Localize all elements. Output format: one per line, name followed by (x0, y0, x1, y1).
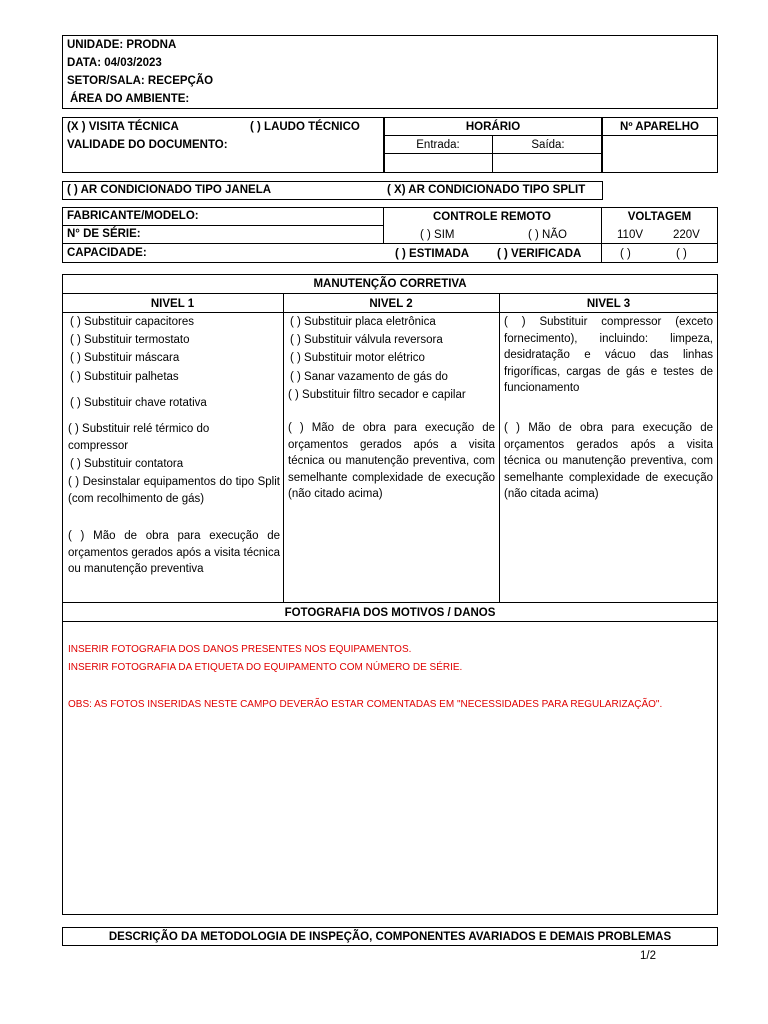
unidade-label: UNIDADE: PRODNA (67, 39, 177, 51)
nivel-1-header: NIVEL 1 (150, 298, 195, 310)
fabricante-label: FABRICANTE/MODELO: (67, 210, 199, 222)
n2-item-vazamento-gas[interactable]: ( ) Sanar vazamento de gás do (290, 371, 448, 383)
n2-item-motor-eletrico[interactable]: ( ) Substituir motor elétrico (290, 352, 425, 364)
n1-item-termostato[interactable]: ( ) Substituir termostato (70, 334, 190, 346)
data-label: DATA: 04/03/2023 (67, 57, 162, 69)
n3-item-mao-de-obra[interactable]: ( ) Mão de obra para execução de orçamentos gerados após a visita técnica ou manutenção preventiva, com semelhante complexidade de execução (não citada acima) (504, 422, 713, 500)
equip-divider-2 (62, 243, 718, 244)
n1-item-mao-de-obra[interactable]: ( ) Mão de obra para execução de orçamentos gerados após a visita técnica ou manutenção preventiva (68, 530, 280, 575)
capacidade-label: CAPACIDADE: (67, 247, 147, 259)
laudo-tecnico-check[interactable]: ( ) LAUDO TÉCNICO (250, 121, 360, 133)
area-label: ÁREA DO AMBIENTE: (70, 93, 190, 105)
visita-tecnica-check[interactable]: (X ) VISITA TÉCNICA (67, 121, 179, 133)
aparelho-divider (601, 135, 718, 136)
n2-item-valvula-reversora[interactable]: ( ) Substituir válvula reversora (290, 334, 443, 346)
estimada-check[interactable]: ( ) ESTIMADA (395, 248, 470, 260)
controle-remoto-label: CONTROLE REMOTO (433, 211, 551, 223)
voltagem-label: VOLTAGEM (627, 211, 692, 223)
horario-label: HORÁRIO (465, 121, 521, 133)
n1-item-mascara[interactable]: ( ) Substituir máscara (70, 352, 180, 364)
controle-sim-check[interactable]: ( ) SIM (420, 229, 455, 241)
n1-item-desinstalar-split[interactable]: ( ) Desinstalar equipamentos do tipo Split (com recolhimento de gás) (68, 476, 280, 505)
entrada-label: Entrada: (416, 139, 460, 151)
controle-nao-check[interactable]: ( ) NÃO (528, 229, 567, 241)
serie-label: N° DE SÉRIE: (67, 228, 141, 240)
n1-item-palhetas[interactable]: ( ) Substituir palhetas (70, 371, 179, 383)
aparelho-label: Nº APARELHO (620, 121, 699, 133)
voltagem-110-label: 110V (617, 229, 644, 241)
manutencao-title: MANUTENÇÃO CORRETIVA (313, 278, 467, 290)
n1-item-capacitores[interactable]: ( ) Substituir capacitores (70, 316, 194, 328)
n2-item-filtro-secador[interactable]: ( ) Substituir filtro secador e capilar (288, 389, 466, 401)
foto-area[interactable] (64, 623, 716, 913)
validade-label: VALIDADE DO DOCUMENTO: (67, 139, 228, 151)
tipo-janela-check[interactable]: ( ) AR CONDICIONADO TIPO JANELA (67, 184, 272, 196)
nivel-3-header: NIVEL 3 (586, 298, 631, 310)
voltagem-220-label: 220V (673, 229, 700, 241)
manut-col-divider-1 (283, 293, 284, 603)
foto-top-divider (62, 602, 718, 603)
n3-item-substituir-compressor[interactable]: ( ) Substituir compressor (exceto fornecimento), incluindo: limpeza, desidratação e vácuo das linhas frigoríficas, cargas de gás e testes de funcionamento (504, 316, 713, 394)
n1-item-chave-rotativa[interactable]: ( ) Substituir chave rotativa (70, 397, 207, 409)
n1-item-contatora[interactable]: ( ) Substituir contatora (70, 458, 184, 470)
foto-title: FOTOGRAFIA DOS MOTIVOS / DANOS (284, 607, 496, 619)
n2-item-mao-de-obra[interactable]: ( ) Mão de obra para execução de orçamentos gerados após a visita técnica ou manutenção preventiva, com semelhante complexidade de execução (não citado acima) (288, 422, 495, 500)
manut-title-divider (62, 293, 718, 294)
setor-label: SETOR/SALA: RECEPÇÃO (67, 75, 214, 87)
verificada-check[interactable]: ( ) VERIFICADA (497, 248, 582, 260)
foto-obs: OBS: AS FOTOS INSERIDAS NESTE CAMPO DEVERÃO ESTAR COMENTADAS EM "NECESSIDADES PARA REGULARIZAÇÃO". (68, 699, 663, 710)
n2-item-placa-eletronica[interactable]: ( ) Substituir placa eletrônica (290, 316, 436, 328)
descricao-title: DESCRIÇÃO DA METODOLOGIA DE INSPEÇÃO, COMPONENTES AVARIADOS E DEMAIS PROBLEMAS (108, 931, 672, 943)
nivel-2-header: NIVEL 2 (369, 298, 413, 310)
manut-col-divider-2 (499, 293, 500, 603)
tipo-split-check[interactable]: ( X) AR CONDICIONADO TIPO SPLIT (387, 184, 586, 196)
saida-label: Saída: (531, 139, 565, 151)
foto-instruction-1: INSERIR FOTOGRAFIA DOS DANOS PRESENTES NOS EQUIPAMENTOS. (68, 644, 412, 655)
voltagem-110-check[interactable]: ( ) (620, 248, 631, 260)
page-number: 1/2 (640, 950, 656, 962)
voltagem-220-check[interactable]: ( ) (676, 248, 687, 260)
n1-item-rele-termico[interactable]: ( ) Substituir relé térmico do compressor (68, 423, 210, 452)
foto-instruction-2: INSERIR FOTOGRAFIA DA ETIQUETA DO EQUIPAMENTO COM NÚMERO DE SÉRIE. (68, 662, 463, 673)
